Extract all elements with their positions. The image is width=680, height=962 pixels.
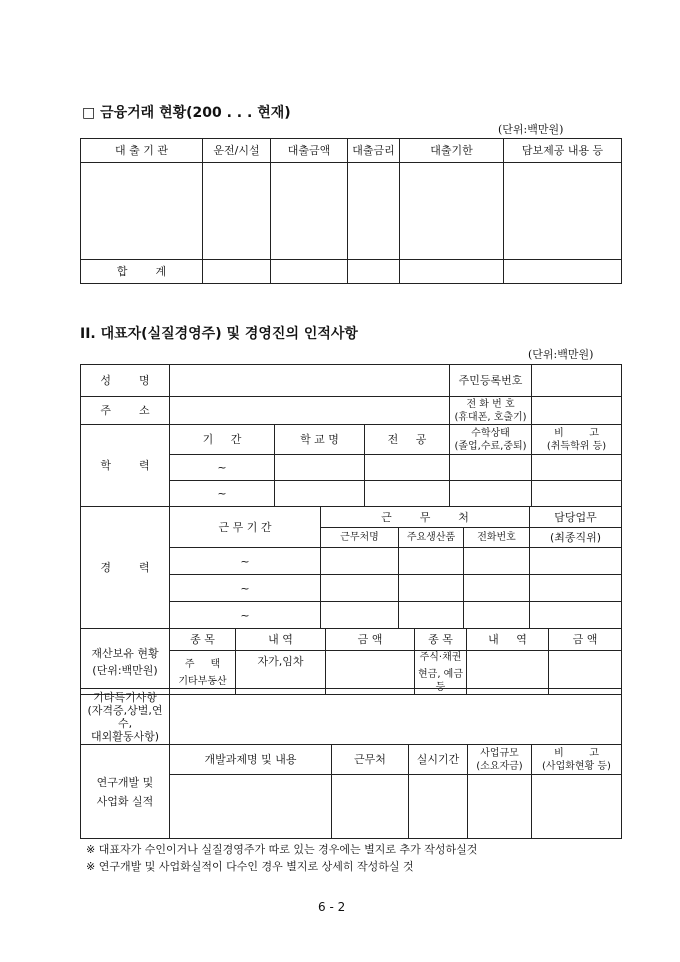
loan-amount-cell[interactable] xyxy=(271,163,348,260)
rnd-task-cell[interactable] xyxy=(170,775,332,839)
career-period-cell[interactable]: ~ xyxy=(170,575,321,602)
assets-amount-header: 금 액 xyxy=(326,629,415,651)
edu-period-cell[interactable]: ~ xyxy=(170,455,275,481)
section2-unit: (단위:백만원) xyxy=(528,348,594,361)
career-workplace-header: 근 무 처 xyxy=(321,507,530,528)
total-loan-term[interactable] xyxy=(400,260,504,284)
edu-school-cell[interactable] xyxy=(275,481,365,507)
assets-label-sub: (단위:백만원) xyxy=(92,663,158,677)
special-label-line1: 기타특기사항 xyxy=(93,690,157,704)
special-label xyxy=(81,689,170,745)
resident-no-input[interactable] xyxy=(532,365,622,397)
address-input[interactable] xyxy=(170,397,450,425)
education-label: 학 력 xyxy=(81,425,170,507)
assets-other-realty: 기타부동산 xyxy=(178,675,227,687)
assets-kind-header: 종 목 xyxy=(170,629,236,651)
section2-title: II. 대표자(실질경영주) 및 경영진의 인적사항 xyxy=(80,326,358,342)
rnd-scale-main: 사업규모 xyxy=(480,747,519,759)
assets-house: 주 택 xyxy=(184,658,221,670)
header-loan-amount: 대출금액 xyxy=(271,139,348,163)
edu-remarks-header xyxy=(532,425,622,455)
assets-label xyxy=(81,629,170,695)
edu-status-header xyxy=(450,425,532,455)
assets-detail2-header: 내 역 xyxy=(467,629,549,651)
rnd-remarks-main: 비 고 xyxy=(554,747,599,759)
page-number: 6 - 2 xyxy=(318,900,346,914)
collateral-cell[interactable] xyxy=(504,163,622,260)
career-workplace-name-header: 근무처명 xyxy=(321,528,399,548)
career-table xyxy=(80,506,622,629)
edu-period-cell[interactable]: ~ xyxy=(170,481,275,507)
rnd-scale-sub: (소요자금) xyxy=(476,760,523,772)
edu-remarks-cell[interactable] xyxy=(532,481,622,507)
career-phone-cell[interactable] xyxy=(464,548,530,575)
edu-status-sub: (졸업,수료,중퇴) xyxy=(454,440,527,452)
total-label: 합 계 xyxy=(81,260,203,284)
header-collateral: 담보제공 내용 등 xyxy=(504,139,622,163)
header-interest-rate: 대출금리 xyxy=(348,139,400,163)
assets-detail-header: 내 역 xyxy=(236,629,326,651)
interest-rate-cell[interactable] xyxy=(348,163,400,260)
rnd-workplace-header: 근무처 xyxy=(332,745,409,775)
rnd-scale-cell[interactable] xyxy=(468,775,532,839)
rnd-workplace-cell[interactable] xyxy=(332,775,409,839)
assets-stocks: 주식·채권 xyxy=(419,652,462,663)
career-period-cell[interactable]: ~ xyxy=(170,602,321,629)
edu-major-cell[interactable] xyxy=(365,481,450,507)
phone-label-main: 전 화 번 호 xyxy=(466,398,515,410)
career-period-header: 근 무 기 간 xyxy=(170,507,321,548)
career-duty-cell[interactable] xyxy=(530,548,622,575)
header-lender: 대 출 기 관 xyxy=(81,139,203,163)
career-product-cell[interactable] xyxy=(399,602,464,629)
rnd-period-header: 실시기간 xyxy=(409,745,468,775)
edu-remarks-cell[interactable] xyxy=(532,455,622,481)
footnote-1: ※ 대표자가 수인이거나 실질경영주가 따로 있는 경우에는 별지로 추가 작성하실것 xyxy=(86,843,478,856)
edu-status-main: 수학상태 xyxy=(471,427,510,439)
assets-label-main: 재산보유 현황 xyxy=(91,646,159,660)
career-phone-cell[interactable] xyxy=(464,575,530,602)
total-interest-rate[interactable] xyxy=(348,260,400,284)
name-input[interactable] xyxy=(170,365,450,397)
section1-unit: (단위:백만원) xyxy=(498,123,564,136)
career-workplace-cell[interactable] xyxy=(321,575,399,602)
rnd-task-header: 개발과제명 및 내용 xyxy=(170,745,332,775)
special-row xyxy=(81,689,622,745)
rnd-header-row xyxy=(81,745,622,775)
assets-cash: 현금, 예금등 xyxy=(418,669,463,693)
total-collateral[interactable] xyxy=(504,260,622,284)
phone-label xyxy=(450,397,532,425)
edu-major-cell[interactable] xyxy=(365,455,450,481)
edu-major-header: 전 공 xyxy=(365,425,450,455)
name-label: 성 명 xyxy=(81,365,170,397)
rnd-remarks-cell[interactable] xyxy=(532,775,622,839)
financial-table xyxy=(80,138,622,284)
address-label: 주 소 xyxy=(81,397,170,425)
phone-input[interactable] xyxy=(532,397,622,425)
career-duty-cell[interactable] xyxy=(530,575,622,602)
assets-kind2-header: 종 목 xyxy=(415,629,467,651)
career-workplace-cell[interactable] xyxy=(321,602,399,629)
assets-amount2-header: 금 액 xyxy=(549,629,622,651)
special-label-line2: (자격증,상벌,연수, xyxy=(87,703,163,730)
education-header-row xyxy=(81,425,622,455)
rnd-label-line2: 사업화 실적 xyxy=(96,794,154,808)
footnote-2: ※ 연구개발 및 사업화실적이 다수인 경우 별지로 상세히 작성하실 것 xyxy=(86,860,414,873)
edu-remarks-sub: (취득학위 등) xyxy=(546,440,607,452)
special-input[interactable] xyxy=(170,689,622,745)
career-phone-cell[interactable] xyxy=(464,602,530,629)
financial-body-row xyxy=(81,163,622,260)
section1-title: □ 금융거래 현황(200 . . . 현재) xyxy=(82,105,291,121)
edu-school-cell[interactable] xyxy=(275,455,365,481)
career-phone-header: 전화번호 xyxy=(464,528,530,548)
assets-own-lease[interactable]: 자가,임차 xyxy=(236,651,326,695)
lender-cell[interactable] xyxy=(81,163,203,260)
career-duty-header: 담당업무 xyxy=(530,507,622,528)
career-duty-sub: (최종직위) xyxy=(530,528,622,548)
personal-info-table xyxy=(80,364,622,425)
resident-no-label: 주민등록번호 xyxy=(450,365,532,397)
assets-table xyxy=(80,628,622,695)
rnd-period-cell[interactable] xyxy=(409,775,468,839)
edu-status-cell[interactable] xyxy=(450,455,532,481)
edu-school-header: 학 교 명 xyxy=(275,425,365,455)
career-label: 경 력 xyxy=(81,507,170,629)
rnd-scale-header xyxy=(468,745,532,775)
operating-facility-cell[interactable] xyxy=(203,163,271,260)
career-product-header: 주요생산품 xyxy=(399,528,464,548)
edu-remarks-main: 비 고 xyxy=(554,427,599,439)
edu-period-header: 기 간 xyxy=(170,425,275,455)
rnd-label xyxy=(81,745,170,839)
address-row xyxy=(81,397,622,425)
loan-term-cell[interactable] xyxy=(400,163,504,260)
header-operating-facility: 운전/시설 xyxy=(203,139,271,163)
rnd-label-line1: 연구개발 및 xyxy=(96,775,154,789)
financial-header-row xyxy=(81,139,622,163)
education-table xyxy=(80,424,622,507)
career-product-cell[interactable] xyxy=(399,548,464,575)
rnd-remarks-header xyxy=(532,745,622,775)
career-header-row xyxy=(81,507,622,528)
assets-header-row xyxy=(81,629,622,651)
phone-label-sub: (휴대폰, 호출기) xyxy=(454,411,527,423)
career-workplace-cell[interactable] xyxy=(321,548,399,575)
total-operating-facility[interactable] xyxy=(203,260,271,284)
financial-total-row xyxy=(81,260,622,284)
special-label-line3: 대외활동사항) xyxy=(90,729,160,743)
edu-status-cell[interactable] xyxy=(450,481,532,507)
rnd-remarks-sub: (사업화현황 등) xyxy=(542,760,611,772)
total-loan-amount[interactable] xyxy=(271,260,348,284)
header-loan-term: 대출기한 xyxy=(400,139,504,163)
career-period-cell[interactable]: ~ xyxy=(170,548,321,575)
career-duty-cell[interactable] xyxy=(530,602,622,629)
career-product-cell[interactable] xyxy=(399,575,464,602)
rnd-table xyxy=(80,688,622,839)
name-row xyxy=(81,365,622,397)
